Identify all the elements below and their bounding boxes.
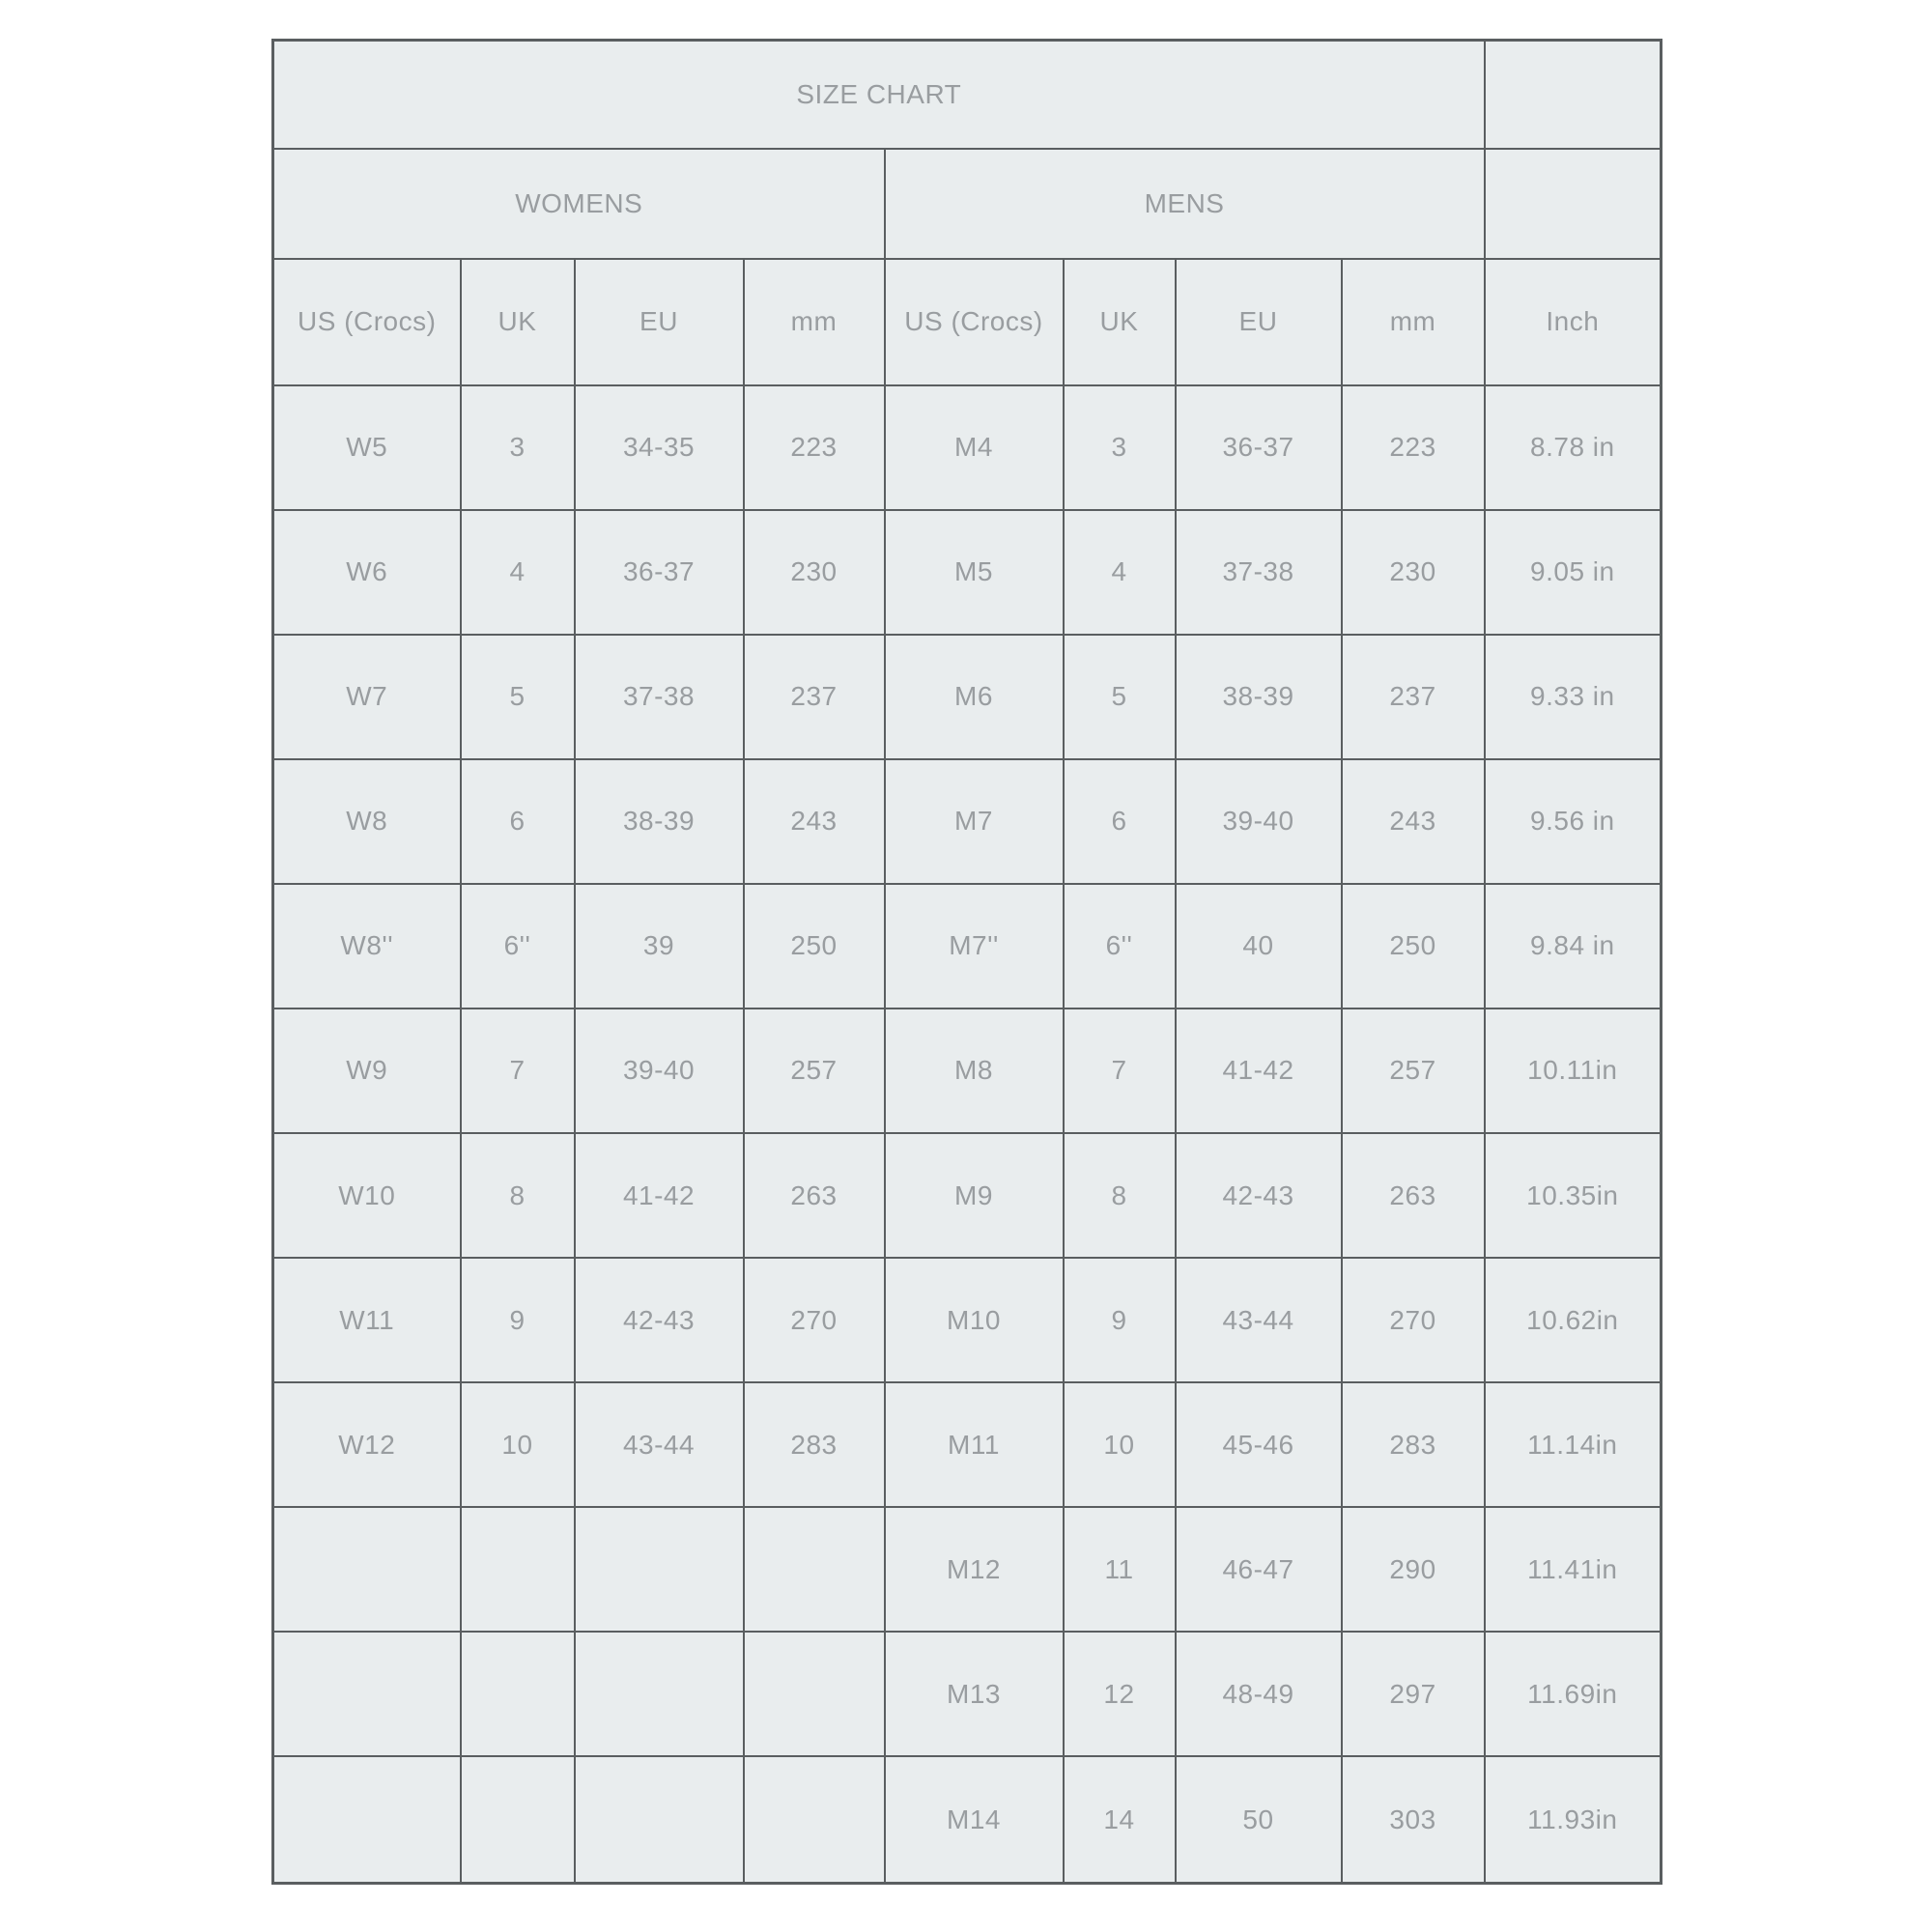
table-cell: 257 [1342, 1009, 1485, 1133]
table-cell: 9 [461, 1258, 575, 1382]
table-cell [744, 1632, 885, 1756]
table-row [273, 510, 1662, 635]
table-cell: 8 [461, 1133, 575, 1258]
table-cell: 9.56 in [1485, 759, 1662, 884]
table-cell: W11 [273, 1258, 461, 1382]
table-cell: 46-47 [1176, 1507, 1342, 1632]
table-cell: 5 [461, 635, 575, 759]
table-cell: 257 [744, 1009, 885, 1133]
table-cell: 43-44 [1176, 1258, 1342, 1382]
table-row [273, 1632, 1662, 1756]
table-cell: M8 [885, 1009, 1064, 1133]
col-header-mens-uk: UK [1064, 259, 1176, 385]
table-cell: 263 [1342, 1133, 1485, 1258]
table-cell: 10 [1064, 1382, 1176, 1507]
table-cell: 10.35in [1485, 1133, 1662, 1258]
table-cell [461, 1756, 575, 1883]
table-cell: 42-43 [1176, 1133, 1342, 1258]
table-cell [744, 1507, 885, 1632]
table-cell: W8 [273, 759, 461, 884]
table-cell: 39 [575, 884, 744, 1009]
table-cell [273, 1756, 461, 1883]
table-cell: 11 [1064, 1507, 1176, 1632]
table-cell: M7 [885, 759, 1064, 884]
table-cell: M6 [885, 635, 1064, 759]
table-row [273, 884, 1662, 1009]
table-cell [461, 1632, 575, 1756]
table-cell: 9.33 in [1485, 635, 1662, 759]
table-cell: 6'' [461, 884, 575, 1009]
table-row [273, 1009, 1662, 1133]
table-cell: 50 [1176, 1756, 1342, 1883]
table-cell: 270 [1342, 1258, 1485, 1382]
table-cell: 250 [1342, 884, 1485, 1009]
table-cell: 283 [744, 1382, 885, 1507]
table-row [273, 635, 1662, 759]
table-cell: W9 [273, 1009, 461, 1133]
table-cell: 9.84 in [1485, 884, 1662, 1009]
table-cell: W6 [273, 510, 461, 635]
table-cell [461, 1507, 575, 1632]
table-cell: 36-37 [575, 510, 744, 635]
table-cell: 3 [1064, 385, 1176, 510]
table-cell: 6 [461, 759, 575, 884]
table-cell: 6'' [1064, 884, 1176, 1009]
table-cell: 263 [744, 1133, 885, 1258]
table-cell: 7 [1064, 1009, 1176, 1133]
table-cell: 6 [1064, 759, 1176, 884]
size-chart-title: SIZE CHART [273, 41, 1485, 149]
table-cell: 38-39 [1176, 635, 1342, 759]
table-cell: M10 [885, 1258, 1064, 1382]
table-cell: W5 [273, 385, 461, 510]
table-cell: 297 [1342, 1632, 1485, 1756]
empty-cell [1485, 149, 1662, 259]
table-cell: 4 [1064, 510, 1176, 635]
table-cell [273, 1632, 461, 1756]
table-cell: 10.62in [1485, 1258, 1662, 1382]
table-cell: 9.05 in [1485, 510, 1662, 635]
table-cell: 223 [744, 385, 885, 510]
table-row-column-headers [273, 259, 1662, 385]
table-cell: 9 [1064, 1258, 1176, 1382]
table-cell [575, 1632, 744, 1756]
table-cell: 11.14in [1485, 1382, 1662, 1507]
table-cell: 11.41in [1485, 1507, 1662, 1632]
table-cell: 8.78 in [1485, 385, 1662, 510]
table-row [273, 1382, 1662, 1507]
table-cell [575, 1756, 744, 1883]
table-cell: 270 [744, 1258, 885, 1382]
table-cell: W10 [273, 1133, 461, 1258]
table-cell: M12 [885, 1507, 1064, 1632]
table-cell: 290 [1342, 1507, 1485, 1632]
table-cell [744, 1756, 885, 1883]
table-cell: 41-42 [575, 1133, 744, 1258]
table-row [273, 1133, 1662, 1258]
table-row [273, 1258, 1662, 1382]
table-row-title [273, 41, 1662, 149]
table-cell: 36-37 [1176, 385, 1342, 510]
mens-group-header: MENS [885, 149, 1485, 259]
table-cell: 41-42 [1176, 1009, 1342, 1133]
table-cell: 12 [1064, 1632, 1176, 1756]
table-cell: 283 [1342, 1382, 1485, 1507]
table-cell: M9 [885, 1133, 1064, 1258]
table-cell: 11.69in [1485, 1632, 1662, 1756]
table-cell: 37-38 [575, 635, 744, 759]
table-cell: 237 [1342, 635, 1485, 759]
table-row [273, 1756, 1662, 1883]
table-cell: 37-38 [1176, 510, 1342, 635]
table-cell: 39-40 [575, 1009, 744, 1133]
col-header-womens-mm: mm [744, 259, 885, 385]
table-cell: W12 [273, 1382, 461, 1507]
table-cell: 230 [744, 510, 885, 635]
table-cell: 10.11in [1485, 1009, 1662, 1133]
table-cell: M11 [885, 1382, 1064, 1507]
table-cell: 223 [1342, 385, 1485, 510]
table-cell: M5 [885, 510, 1064, 635]
table-cell: 45-46 [1176, 1382, 1342, 1507]
table-cell [575, 1507, 744, 1632]
table-cell: 7 [461, 1009, 575, 1133]
table-row [273, 385, 1662, 510]
table-row-groups [273, 149, 1662, 259]
col-header-mens-us: US (Crocs) [885, 259, 1064, 385]
table-cell: 230 [1342, 510, 1485, 635]
table-cell: 243 [744, 759, 885, 884]
col-header-mens-mm: mm [1342, 259, 1485, 385]
table-cell: 39-40 [1176, 759, 1342, 884]
table-cell: 38-39 [575, 759, 744, 884]
womens-group-header: WOMENS [273, 149, 885, 259]
col-header-mens-eu: EU [1176, 259, 1342, 385]
table-cell: 43-44 [575, 1382, 744, 1507]
col-header-inch: Inch [1485, 259, 1662, 385]
table-cell [273, 1507, 461, 1632]
table-cell: 4 [461, 510, 575, 635]
table-cell: 237 [744, 635, 885, 759]
table-cell: M14 [885, 1756, 1064, 1883]
table-cell: 303 [1342, 1756, 1485, 1883]
table-cell: M13 [885, 1632, 1064, 1756]
table-cell: M7'' [885, 884, 1064, 1009]
table-cell: M4 [885, 385, 1064, 510]
table-cell: 48-49 [1176, 1632, 1342, 1756]
table-cell: 34-35 [575, 385, 744, 510]
table-cell: 243 [1342, 759, 1485, 884]
size-chart-table [271, 39, 1662, 1885]
col-header-womens-uk: UK [461, 259, 575, 385]
table-cell: 10 [461, 1382, 575, 1507]
table-cell: 8 [1064, 1133, 1176, 1258]
table-cell: 5 [1064, 635, 1176, 759]
empty-cell [1485, 41, 1662, 149]
table-cell: 14 [1064, 1756, 1176, 1883]
table-cell: W7 [273, 635, 461, 759]
table-cell: W8'' [273, 884, 461, 1009]
col-header-womens-us: US (Crocs) [273, 259, 461, 385]
table-row [273, 1507, 1662, 1632]
table-cell: 40 [1176, 884, 1342, 1009]
table-cell: 11.93in [1485, 1756, 1662, 1883]
table-row [273, 759, 1662, 884]
table-cell: 3 [461, 385, 575, 510]
table-cell: 42-43 [575, 1258, 744, 1382]
col-header-womens-eu: EU [575, 259, 744, 385]
table-cell: 250 [744, 884, 885, 1009]
